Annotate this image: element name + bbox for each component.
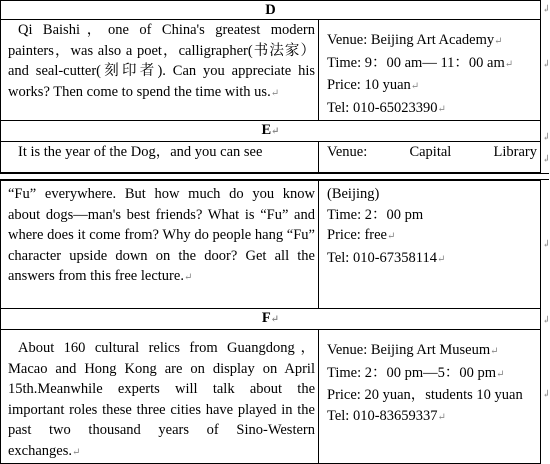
section-e-info: (Beijing) Time: 2：00 pm Price: free↵ Tel: 010-67358114↵: [319, 181, 541, 309]
row-end-markers: [542, 0, 549, 462]
section-e-tel: Tel: 010-67358114: [327, 249, 438, 266]
section-e-description: “Fu” everywhere. But how much do you know about dogs—man's best friends? What is “Fu” and where does it come from? Why do people hang “Fu” character upside down on the door? Get all the answers from this free lecture.: [8, 186, 315, 284]
section-f-header-row: F↵: [1, 309, 541, 330]
section-d-letter: D: [1, 1, 541, 20]
section-d-header-row: [1, 1, 541, 20]
section-e-letter: E: [261, 122, 272, 138]
section-e-price: Price: free: [327, 227, 387, 243]
row-end-mark: ↲: [542, 154, 550, 165]
section-e-header-row: E↵: [1, 121, 541, 142]
page-break: [0, 173, 549, 180]
section-f-venue: Venue: Beijing Art Museum: [327, 342, 491, 358]
section-d-row: Qi Baishi，one of China's greatest modern painters，was also a poet，calligrapher(书法家）and seal-cutter(刻印者). Can you appreciate his works? Then come to spend the time with us.↵ Venue: Beijing Art Academy↵ Time: 9：00 am— 11：00 am↵ Price: 10 yuan↵ Tel: 010-65023390↵: [1, 20, 541, 121]
section-e-description-line1: It is the year of the Dog，and you can see: [18, 144, 263, 160]
row-end-mark: ↲: [542, 239, 550, 250]
section-e-row-bottom: “Fu” everywhere. But how much do you know about dogs—man's best friends? What is “Fu” and where does it come from? Why do people hang “Fu” character upside down on the door? Get all the answers from this free lecture.↵ (Beijing) Time: 2：00 pm Price: free↵ Tel: 010-67358114↵: [1, 181, 541, 309]
section-d-description: Qi Baishi，one of China's greatest modern painters，was also a poet，calligrapher(书法家）and seal-cutter(刻印者). Can you appreciate his works? Then come to spend the time with us.: [8, 22, 315, 100]
section-f-letter: F: [261, 310, 271, 326]
section-d-time: Time: 9：00 am— 11：00 am: [327, 54, 505, 71]
row-end-mark: ↲: [542, 389, 550, 400]
events-table-lower: [0, 180, 541, 464]
events-table-upper: [0, 0, 541, 173]
section-f-info: Venue: Beijing Art Museum↵ Time: 2：00 pm—5：00 pm↵ Price: 20 yuan，students 10 yuan Tel: 010-83659337↵: [319, 330, 541, 464]
section-e-row-top: [1, 142, 541, 173]
section-f-tel: Tel: 010-83659337: [327, 407, 438, 424]
section-d-price: Price: 10 yuan: [327, 77, 411, 93]
section-f-price: Price: 20 yuan，students 10 yuan: [327, 387, 523, 403]
section-f-description: About 160 cultural relics from Guangdong，Macao and Hong Kong are on display on April 15th.Meanwhile experts will talk about the important roles these three cities have played in the past two thousand years of Sino-Western exchanges.: [8, 340, 315, 459]
section-e-venue-cont: (Beijing): [327, 186, 380, 202]
row-end-mark: ↲: [542, 315, 550, 326]
row-end-mark: ↲: [542, 132, 550, 143]
section-d-venue: Venue: Beijing Art Academy: [327, 32, 495, 48]
section-e-venue: Venue: Capital Library: [327, 144, 538, 160]
lower-table-pane: [0, 180, 540, 462]
row-end-mark: ↲: [542, 4, 550, 15]
row-end-mark: ↲: [542, 59, 550, 70]
section-d-tel: Tel: 010-65023390: [327, 99, 438, 116]
upper-table-pane: [0, 0, 540, 173]
section-e-time: Time: 2：00 pm: [327, 206, 424, 223]
section-f-time: Time: 2：00 pm—5：00 pm: [327, 364, 497, 381]
section-d-info: Venue: Beijing Art Academy↵ Time: 9：00 am— 11：00 am↵ Price: 10 yuan↵ Tel: 010-65023390↵: [319, 20, 541, 121]
section-f-row: About 160 cultural relics from Guangdong，Macao and Hong Kong are on display on April 15th.Meanwhile experts will talk about the important roles these three cities have played in the past two thousand years of Sino-Western exchanges.↵ Venue: Beijing Art Museum↵ Time: 2：00 pm—5：00 pm↵ Price: 20 yuan，students 10 yuan Tel: 010-83659337↵: [1, 330, 541, 464]
